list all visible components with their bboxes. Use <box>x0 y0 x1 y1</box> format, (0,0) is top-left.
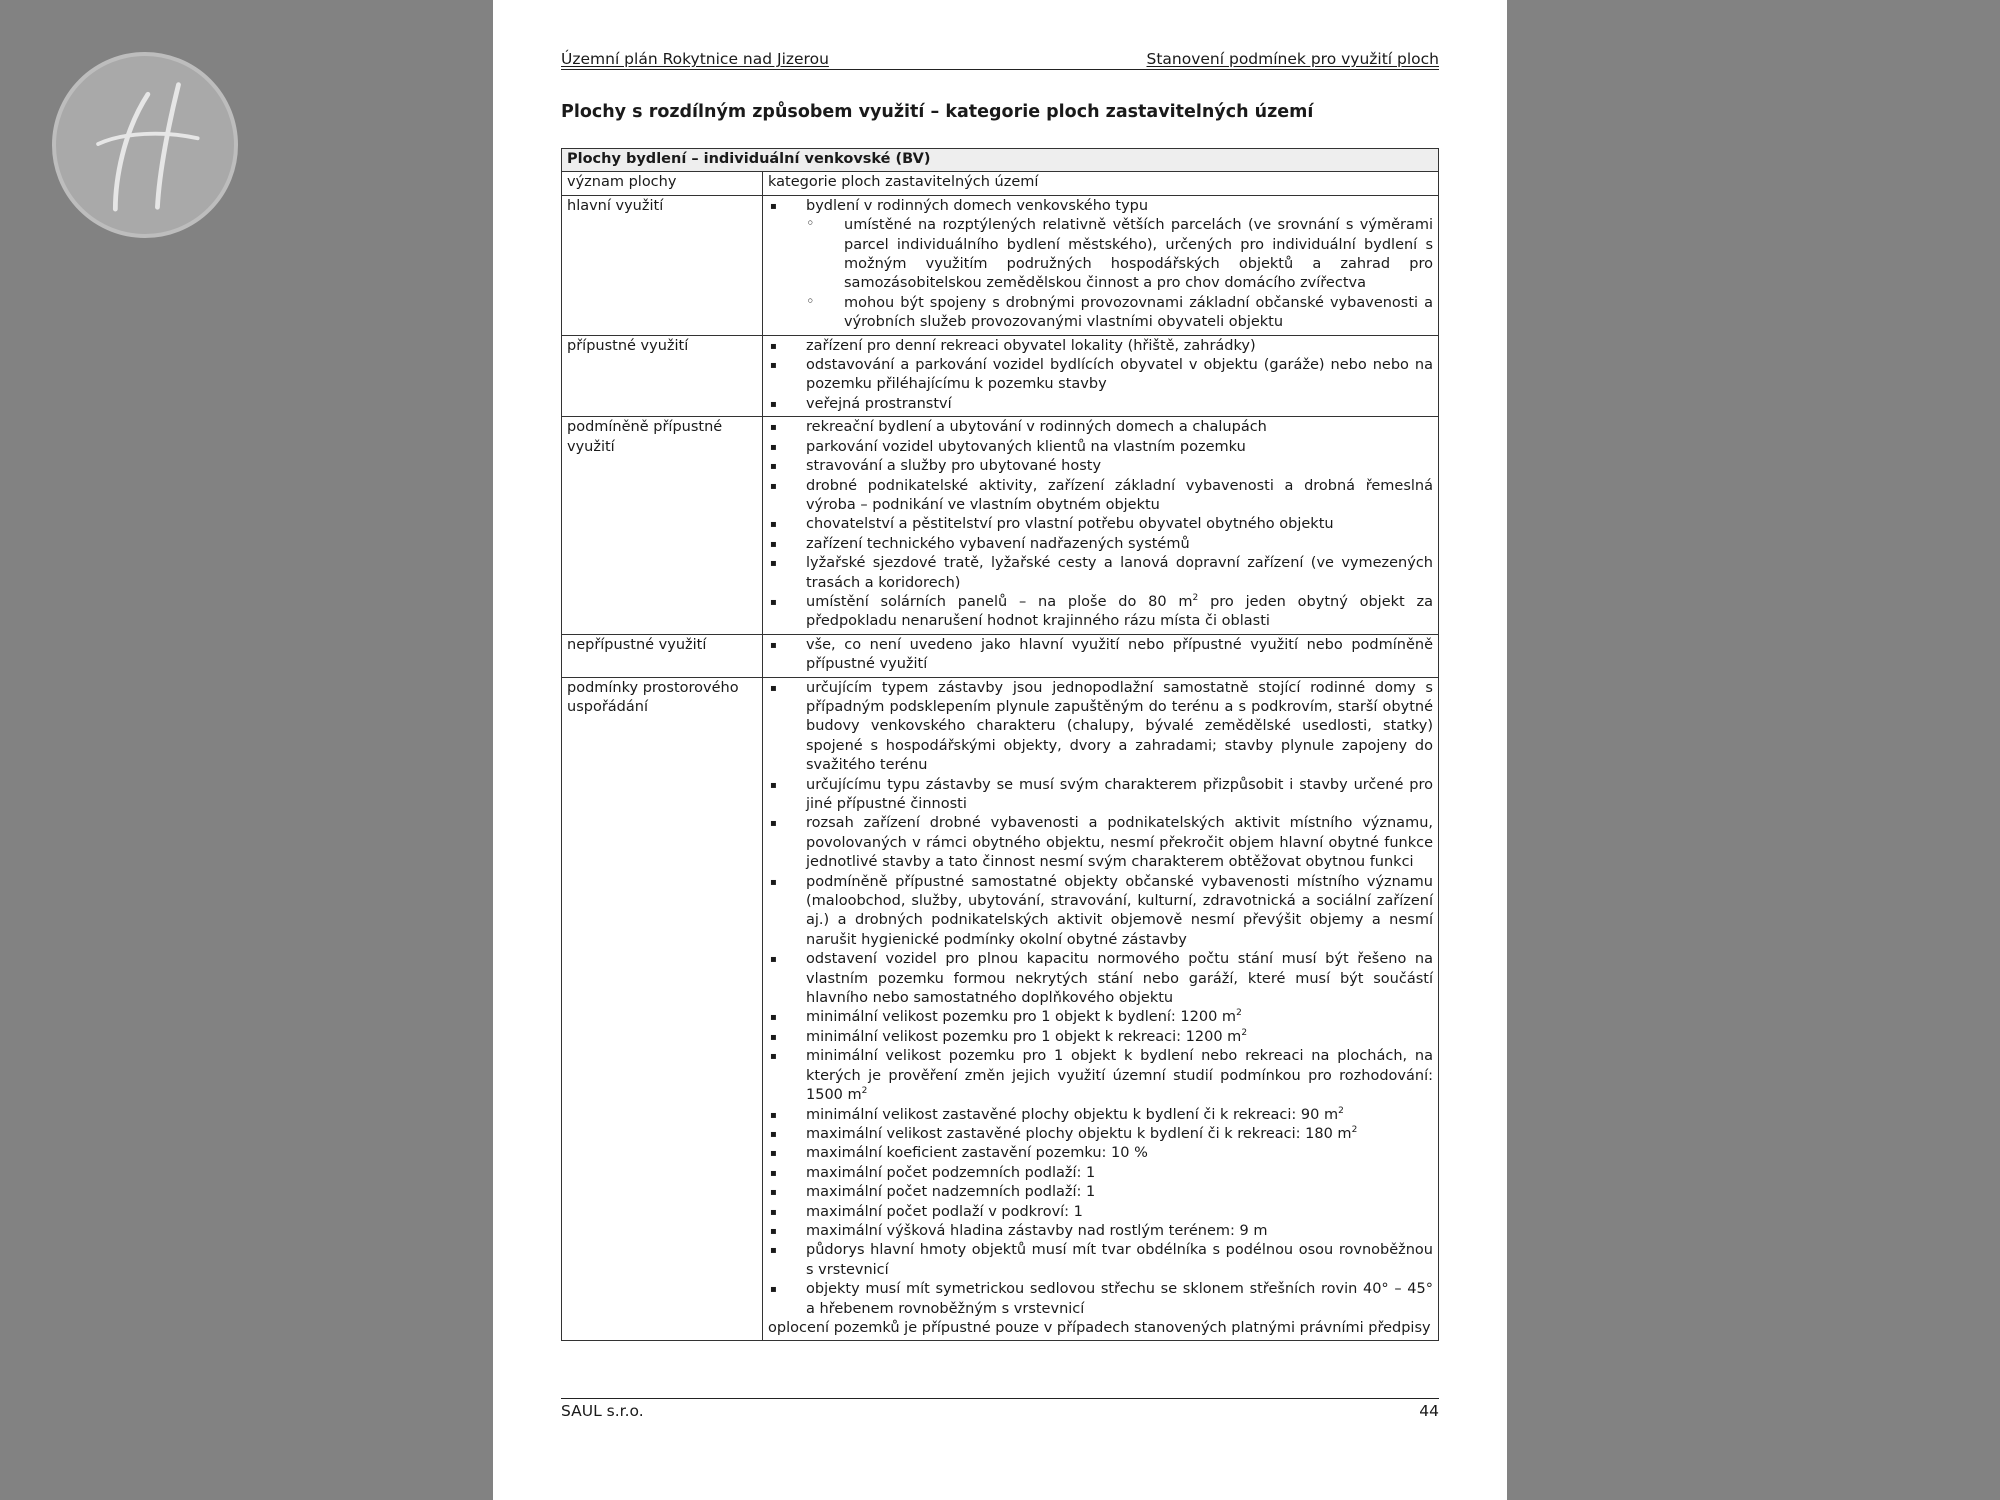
table-row-spatial-conditions <box>562 677 1439 1341</box>
table-title: Plochy bydlení – individuální venkovské (BV) <box>562 149 1439 172</box>
row-label: podmínky prostorového uspořádání <box>562 677 763 1341</box>
row-label: podmíněně přípustné využití <box>562 417 763 634</box>
land-use-table <box>561 148 1439 1341</box>
list-item: ▪ maximální výšková hladina zástavby nad rostlým terénem: 9 m <box>768 1222 1433 1241</box>
row-label: hlavní využití <box>562 195 763 335</box>
table-row-conditional-use <box>562 417 1439 634</box>
list-item: ▪ vše, co není uvedeno jako hlavní využití nebo přípustné využití nebo podmíněně přípustné využití <box>768 636 1433 675</box>
section-title: Plochy s rozdílným způsobem využití – kategorie ploch zastavitelných území <box>561 102 1314 122</box>
header-document-title: Územní plán Rokytnice nad Jizerou <box>561 50 829 68</box>
list-item-text: minimální velikost zastavěné plochy objektu k bydlení či k rekreaci: 90 m <box>806 1106 1339 1123</box>
superscript: 2 <box>1351 1125 1358 1136</box>
list-item <box>768 197 1433 333</box>
superscript: 2 <box>1241 1028 1248 1039</box>
list-item <box>768 1028 1433 1047</box>
list-item: ▪ maximální počet podzemních podlaží: 1 <box>768 1164 1433 1183</box>
row-label: přípustné využití <box>562 335 763 417</box>
row-content <box>763 417 1439 634</box>
solar-text-a: umístění solárních panelů – na ploše do 80 m <box>806 593 1193 610</box>
row-content <box>763 335 1439 417</box>
list-item-text: minimální velikost pozemku pro 1 objekt k rekreaci: 1200 m <box>806 1028 1242 1045</box>
fencing-note: oplocení pozemků je přípustné pouze v případech stanovených platnými právními předpisy <box>768 1319 1431 1336</box>
list-item <box>768 593 1433 632</box>
table-row-main-use <box>562 195 1439 335</box>
solar-text-b: pro jeden obytný objekt za předpokladu nenarušení hodnot krajinného rázu místa či oblasti <box>806 593 1433 630</box>
sub-list-item: ◦ umístěné na rozptýlených relativně větších parcelách (ve srovnání s výměrami parcel individuálního bydlení městského), určených pro individuální bydlení s možným využitím podružných hospodářských objektů a zahrad pro samozásobitelskou zemědělskou činnost a pro chov domácího zvířectva <box>806 216 1433 294</box>
list-item <box>768 1106 1433 1125</box>
list-item: ▪ odstavování a parkování vozidel bydlících obyvatel v objektu (garáže) nebo nebo na pozemku přiléhajícímu k pozemku stavby <box>768 356 1433 395</box>
document-page <box>493 0 1507 1500</box>
row-value: kategorie ploch zastavitelných území <box>763 172 1439 195</box>
list-item-text: bydlení v rodinných domech venkovského typu <box>806 197 1149 214</box>
table-title-row <box>562 149 1439 172</box>
list-item-text: maximální velikost zastavěné plochy objektu k bydlení či k rekreaci: 180 m <box>806 1125 1352 1142</box>
list-item: ▪ půdorys hlavní hmoty objektů musí mít tvar obdélníka s podélnou osou rovnoběžnou s vrstevnicí <box>768 1241 1433 1280</box>
table-row-permitted-use <box>562 335 1439 417</box>
header-chapter-title: Stanovení podmínek pro využití ploch <box>1146 50 1439 68</box>
list-item: ▪ veřejná prostranství <box>768 395 1433 414</box>
list-item: ▪ zařízení pro denní rekreaci obyvatel lokality (hřiště, zahrádky) <box>768 337 1433 356</box>
list-item: ▪ drobné podnikatelské aktivity, zařízení základní vybavenosti a drobná řemeslná výroba – podnikání ve vlastním obytném objektu <box>768 477 1433 516</box>
list-item-text: minimální velikost pozemku pro 1 objekt k bydlení: 1200 m <box>806 1009 1237 1026</box>
list-item <box>768 1047 1433 1105</box>
table-row-meaning <box>562 172 1439 195</box>
row-content <box>763 677 1439 1341</box>
list-item: ▪ maximální koeficient zastavění pozemku: 10 % <box>768 1144 1433 1163</box>
superscript: 2 <box>1236 1008 1242 1019</box>
page-header <box>561 50 1439 70</box>
superscript: 2 <box>1192 593 1199 604</box>
table-row-unpermitted-use <box>562 634 1439 677</box>
list-item: ▪ maximální počet nadzemních podlaží: 1 <box>768 1183 1433 1202</box>
list-item: ▪ podmíněně přípustné samostatné objekty občanské vybavenosti místního významu (maloobchod, služby, ubytování, stravování, kulturní, zdravotnická a sociální zařízení aj.) a drobných podnikatelských aktivit objemově nesmí převýšit objemy a nesmí narušit hygienické podmínky okolní obytné zástavby <box>768 873 1433 951</box>
list-item: ▪ určujícímu typu zástavby se musí svým charakterem přizpůsobit i stavby určené pro jiné přípustné činnosti <box>768 776 1433 815</box>
list-item: ▪ odstavení vozidel pro plnou kapacitu normového počtu stání musí být řešeno na vlastním pozemku formou nekrytých stání nebo garáží, které musí být součástí hlavního nebo samostatného doplňkového objektu <box>768 950 1433 1008</box>
row-label: nepřípustné využití <box>562 634 763 677</box>
list-item-text: minimální velikost pozemku pro 1 objekt k bydlení nebo rekreaci na plochách, na kterých je prověření změn jejich využití územní studií podmínkou pro rozhodování: 1500 m <box>806 1048 1433 1104</box>
viewer-logo-icon <box>52 52 238 238</box>
list-item: ▪ určujícím typem zástavby jsou jednopodlažní samostatně stojící rodinné domy s případným podsklepením plynule zapuštěným do terénu a s podkrovím, starší obytné budovy venkovského charakteru (chalupy, bývalé zemědělské usedlosti, statky) spojené s hospodářskými objekty, dvory a zahradami; stavby plynule zapojeny do svažitého terénu <box>768 679 1433 776</box>
list-item: ▪ chovatelství a pěstitelství pro vlastní potřebu obyvatel obytného objektu <box>768 515 1433 534</box>
row-content <box>763 195 1439 335</box>
page-number: 44 <box>1419 1402 1439 1420</box>
page-footer <box>561 1398 1439 1420</box>
list-item: ▪ rozsah zařízení drobné vybavenosti a podnikatelských aktivit místního významu, povolovaných v rámci obytného objektu, nesmí překročit objem hlavní obytné funkce jednotlivé stavby a tato činnost nesmí svým charakterem obtěžovat obytnou funkci <box>768 814 1433 872</box>
superscript: 2 <box>1338 1105 1344 1116</box>
list-item: ▪ maximální počet podlaží v podkroví: 1 <box>768 1203 1433 1222</box>
row-label: význam plochy <box>562 172 763 195</box>
list-item <box>768 1125 1433 1144</box>
list-item: ▪ stravování a služby pro ubytované hosty <box>768 457 1433 476</box>
list-item: ▪ rekreační bydlení a ubytování v rodinných domech a chalupách <box>768 418 1433 437</box>
list-item: ▪ parkování vozidel ubytovaných klientů na vlastním pozemku <box>768 438 1433 457</box>
list-item <box>768 1008 1433 1027</box>
sub-list-item: ◦ mohou být spojeny s drobnými provozovnami základní občanské vybavenosti a výrobních služeb provozovanými vlastními obyvateli objektu <box>806 294 1433 333</box>
list-item: ▪ zařízení technického vybavení nadřazených systémů <box>768 535 1433 554</box>
row-content <box>763 634 1439 677</box>
footer-company: SAUL s.r.o. <box>561 1402 644 1420</box>
superscript: 2 <box>861 1086 868 1097</box>
list-item: ▪ lyžařské sjezdové tratě, lyžařské cesty a lanová dopravní zařízení (ve vymezených trasách a koridorech) <box>768 554 1433 593</box>
list-item: ▪ objekty musí mít symetrickou sedlovou střechu se sklonem střešních rovin 40° – 45° a hřebenem rovnoběžným s vrstevnicí <box>768 1280 1433 1319</box>
